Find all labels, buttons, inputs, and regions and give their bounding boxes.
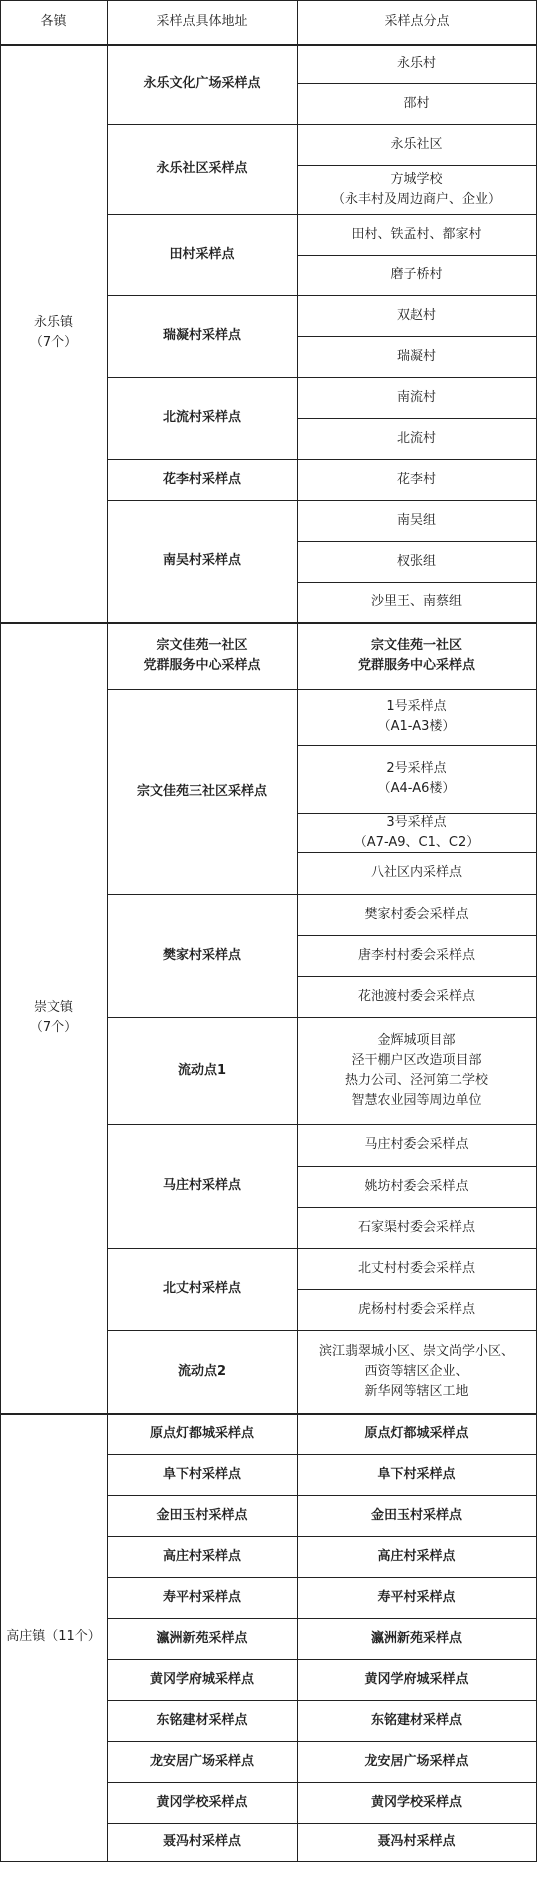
site-address-cell: 流动点2: [177, 1363, 227, 1379]
subpoint-cell: 姚坊村委会采样点: [364, 1178, 469, 1194]
site-address-cell: 永乐文化广场采样点: [143, 76, 261, 91]
site-address-cell: 北流村采样点: [162, 410, 241, 425]
subpoint-cell: 高庄村采样点: [377, 1548, 456, 1564]
subpoint-cell: 马庄村委会采样点: [364, 1137, 469, 1152]
site-address-cell: 樊家村采样点: [162, 947, 241, 963]
subpoint-cell: 双赵村: [396, 307, 436, 323]
site-address-cell: 田村采样点: [169, 246, 235, 262]
header-town: 各镇: [40, 14, 67, 29]
subpoint-cell: 东铭建材采样点: [370, 1712, 462, 1728]
subpoint-cell: 田村、铁孟村、都家村: [351, 226, 482, 242]
site-address-cell: 流动点1: [177, 1062, 227, 1078]
subpoint-cell: 樊家村委会采样点: [364, 906, 469, 922]
site-address-cell: 马庄村采样点: [162, 1178, 241, 1193]
subpoint-cell: 黄冈学校采样点: [370, 1794, 462, 1810]
column-divider: [297, 0, 298, 1862]
site-address-cell: 南吴村采样点: [162, 553, 241, 568]
subpoint-cell: 永乐村: [396, 55, 436, 71]
site-address-cell: 宗文佳苑一社区 党群服务中心采样点: [143, 637, 261, 673]
site-address-cell: 瑞凝村采样点: [162, 328, 241, 343]
subpoint-cell: 花李村: [396, 471, 436, 487]
subpoint-cell: 1号采样点 （A1-A3楼）: [377, 699, 456, 734]
subpoint-cell: 永乐社区: [390, 136, 443, 152]
subpoint-cell: 聂冯村采样点: [377, 1834, 456, 1849]
site-address-cell: 黄冈学府城采样点: [149, 1671, 254, 1687]
site-address-cell: 宗文佳苑三社区采样点: [136, 783, 267, 799]
subpoint-cell: 唐李村村委会采样点: [357, 947, 475, 963]
column-divider: [107, 0, 108, 1862]
site-address-cell: 聂冯村采样点: [162, 1834, 241, 1849]
subpoint-cell: 北流村: [396, 430, 436, 446]
site-address-cell: 金田玉村采样点: [156, 1507, 248, 1523]
subpoint-cell: 瀛洲新苑采样点: [370, 1630, 462, 1646]
site-address-cell: 花李村采样点: [162, 471, 241, 487]
row-divider: [0, 1861, 537, 1862]
subpoint-cell: 滨江翡翠城小区、崇文尚学小区、 西资等辖区企业、 新华网等辖区工地: [318, 1343, 514, 1399]
subpoint-cell: 黄冈学府城采样点: [364, 1671, 469, 1687]
subpoint-cell: 金田玉村采样点: [370, 1507, 462, 1523]
subpoint-cell: 磨子桥村: [390, 267, 443, 282]
site-address-cell: 永乐社区采样点: [156, 161, 248, 176]
subpoint-cell: 北丈村村委会采样点: [357, 1260, 475, 1276]
site-address-cell: 阜下村采样点: [162, 1466, 241, 1482]
subpoint-cell: 3号采样点 （A7-A9、C1、C2）: [353, 814, 480, 850]
site-address-cell: 北丈村采样点: [162, 1281, 241, 1296]
subpoint-cell: 方城学校 （永丰村及周边商户、企业）: [331, 171, 501, 207]
subpoint-cell: 虎杨村村委会采样点: [357, 1301, 475, 1317]
subpoint-cell: 阜下村采样点: [377, 1466, 456, 1482]
site-address-cell: 高庄村采样点: [162, 1548, 241, 1564]
subpoint-cell: 花池渡村委会采样点: [357, 988, 475, 1004]
site-address-cell: 东铭建材采样点: [156, 1712, 248, 1728]
subpoint-cell: 八社区内采样点: [370, 865, 462, 880]
site-address-cell: 黄冈学校采样点: [156, 1794, 248, 1810]
subpoint-cell: 南流村: [396, 389, 436, 405]
site-address-cell: 瀛洲新苑采样点: [156, 1630, 248, 1646]
subpoint-cell: 杈张组: [396, 553, 436, 569]
subpoint-cell: 南吴组: [396, 512, 436, 528]
subpoint-cell: 沙里王、南蔡组: [370, 594, 462, 609]
subpoint-cell: 宗文佳苑一社区 党群服务中心采样点: [357, 637, 475, 673]
subpoint-cell: 金辉城项目部 泾干棚户区改造项目部 热力公司、泾河第二学校 智慧农业园等周边单位: [344, 1032, 488, 1108]
column-divider: [0, 0, 1, 1862]
subpoint-cell: 石家渠村委会采样点: [357, 1219, 475, 1235]
town-cell: 崇文镇 （7个）: [29, 999, 78, 1035]
subpoint-cell: 原点灯都城采样点: [364, 1425, 469, 1441]
site-address-cell: 龙安居广场采样点: [149, 1753, 254, 1769]
town-cell: 永乐镇 （7个）: [29, 315, 78, 350]
subpoint-cell: 邵村: [403, 95, 430, 111]
row-divider: [0, 0, 537, 1]
header-address: 采样点具体地址: [156, 14, 248, 29]
subpoint-cell: 瑞凝村: [396, 348, 436, 364]
site-address-cell: 原点灯都城采样点: [149, 1425, 254, 1441]
subpoint-cell: 2号采样点 （A4-A6楼）: [377, 761, 456, 796]
site-address-cell: 寿平村采样点: [162, 1589, 241, 1605]
subpoint-cell: 寿平村采样点: [377, 1589, 456, 1605]
town-cell: 高庄镇（11个）: [6, 1629, 101, 1644]
subpoint-cell: 龙安居广场采样点: [364, 1753, 469, 1769]
header-subpoints: 采样点分点: [384, 14, 450, 29]
